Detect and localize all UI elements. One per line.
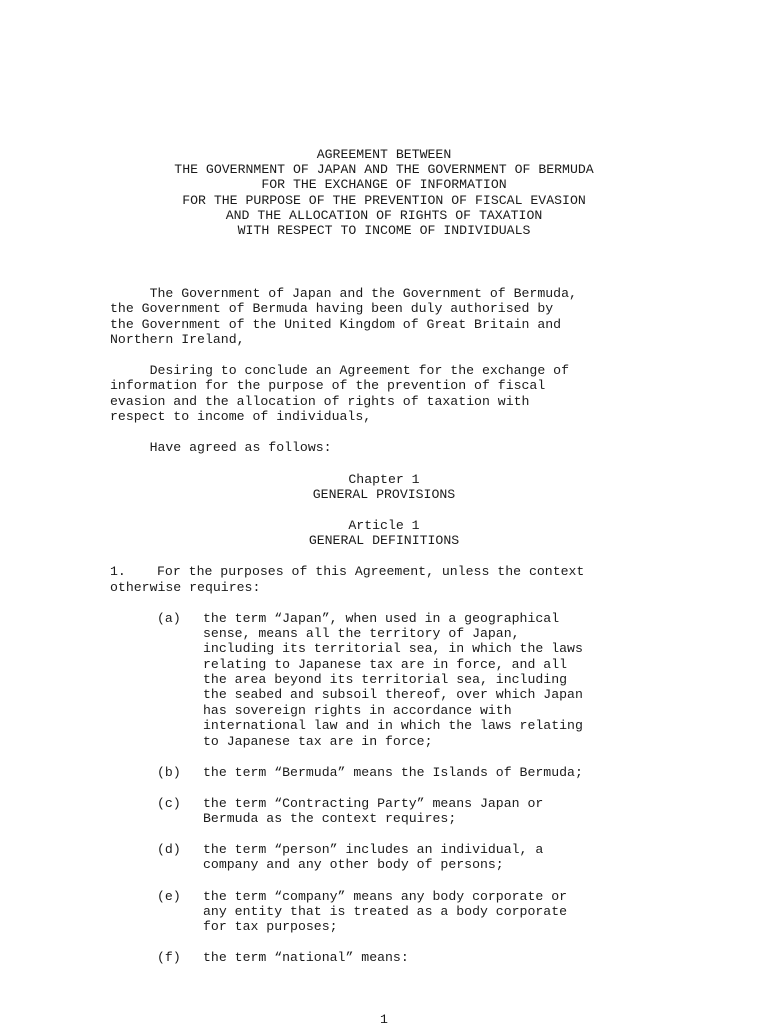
definition-c-line: the term “Contracting Party” means Japan or [203, 796, 544, 811]
definition-e-line: the term “company” means any body corporate or [203, 889, 568, 904]
title-line-1: AGREEMENT BETWEEN [316, 147, 452, 162]
definition-a-line: relating to Japanese tax are in force, and all [203, 657, 568, 672]
definition-a-line: to Japanese tax are in force; [203, 734, 433, 749]
clause-1-line-1: For the purposes of this Agreement, unless the context [157, 564, 585, 579]
preamble-p2-line-4: respect to income of individuals, [110, 409, 372, 424]
definition-d-line: the term “person” includes an individual, a [203, 842, 544, 857]
definition-b-label: (b) [157, 765, 181, 780]
article-title: GENERAL DEFINITIONS [308, 533, 460, 548]
clause-1-number: 1. [110, 564, 126, 579]
preamble-p2-line-1: Desiring to conclude an Agreement for the exchange of [110, 363, 569, 378]
definition-a-line: has sovereign rights in accordance with [203, 703, 512, 718]
preamble-p1-line-3: the Government of the United Kingdom of Great Britain and [110, 317, 562, 332]
preamble-p2-line-3: evasion and the allocation of rights of taxation with [110, 394, 530, 409]
definition-c-label: (c) [157, 796, 181, 811]
definition-e-label: (e) [157, 889, 181, 904]
preamble-p1-line-4: Northern Ireland, [110, 332, 245, 347]
definition-e-line: any entity that is treated as a body corporate [203, 904, 568, 919]
clause-1-line-2: otherwise requires: [110, 580, 261, 595]
definition-a-line: the area beyond its territorial sea, including [203, 672, 568, 687]
preamble-p2-line-2: information for the purpose of the prevention of fiscal [110, 378, 546, 393]
definition-a-line: the term “Japan”, when used in a geographical [203, 611, 560, 626]
page-number: 1 [380, 1012, 388, 1027]
definition-a-line: international law and in which the laws relating [203, 718, 583, 733]
chapter-title: GENERAL PROVISIONS [312, 487, 456, 502]
definition-a-line: including its territorial sea, in which the laws [203, 641, 583, 656]
chapter-number: Chapter 1 [348, 472, 420, 487]
title-line-3: FOR THE EXCHANGE OF INFORMATION [261, 177, 507, 192]
definition-b-line: the term “Bermuda” means the Islands of Bermuda; [203, 765, 583, 780]
definition-f-line: the term “national” means: [203, 950, 409, 965]
title-line-4: FOR THE PURPOSE OF THE PREVENTION OF FISCAL EVASION [182, 193, 586, 208]
definition-c-line: Bermuda as the context requires; [203, 811, 457, 826]
definition-a-line: sense, means all the territory of Japan, [203, 626, 520, 641]
definition-f-label: (f) [157, 950, 181, 965]
preamble-p1-line-1: The Government of Japan and the Government of Bermuda, [110, 286, 577, 301]
definition-a-label: (a) [157, 611, 181, 626]
article-number: Article 1 [348, 518, 420, 533]
title-line-6: WITH RESPECT TO INCOME OF INDIVIDUALS [237, 223, 531, 238]
definition-d-line: company and any other body of persons; [203, 857, 504, 872]
definition-e-line: for tax purposes; [203, 919, 338, 934]
preamble-p3: Have agreed as follows: [110, 440, 332, 455]
definition-d-label: (d) [157, 842, 181, 857]
definition-a-line: the seabed and subsoil thereof, over which Japan [203, 687, 583, 702]
title-line-5: AND THE ALLOCATION OF RIGHTS OF TAXATION [225, 208, 543, 223]
title-line-2: THE GOVERNMENT OF JAPAN AND THE GOVERNMENT OF BERMUDA [174, 162, 594, 177]
preamble-p1-line-2: the Government of Bermuda having been duly authorised by [110, 301, 554, 316]
